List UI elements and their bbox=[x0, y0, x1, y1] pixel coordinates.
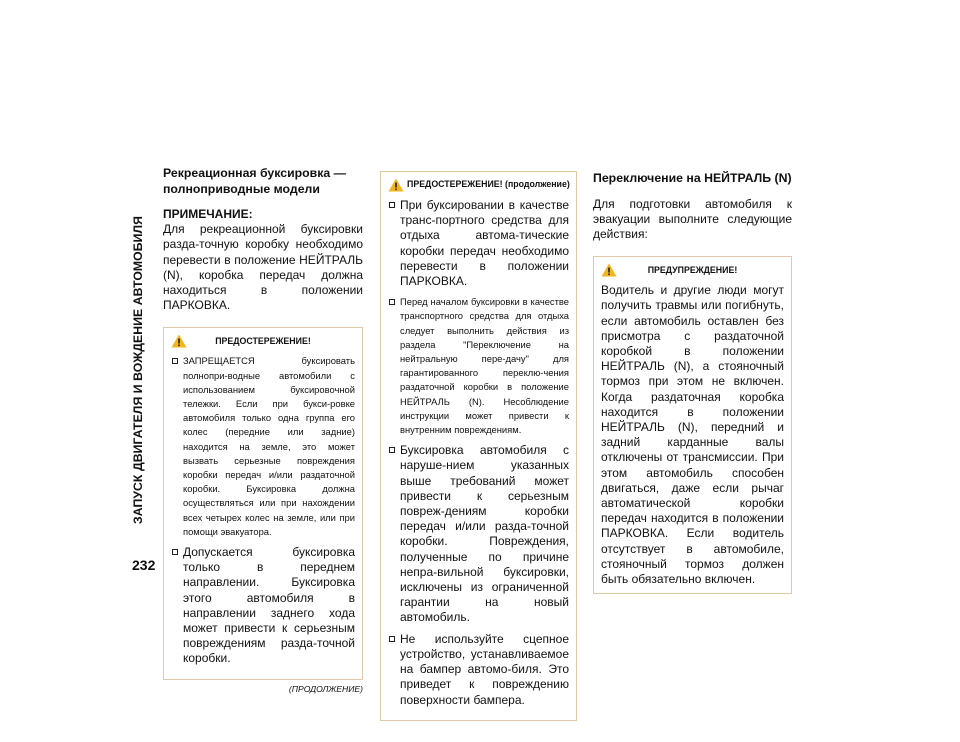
warning-item bbox=[388, 198, 569, 289]
warning-item-text: Допускается буксировка только в переднем направлении. Буксировка этого автомобиля в направлении заднего хода может привести к серьезным повреждениям разда-точной коробки. bbox=[183, 545, 355, 666]
checkbox-icon bbox=[389, 447, 395, 453]
note-text: Для рекреационной буксировки разда-точную коробку необходимо перевести в положение НЕЙТРАЛЬ (N), коробка передач должна находиться в положении ПАРКОВКА. bbox=[163, 222, 363, 313]
warning-header bbox=[594, 257, 791, 283]
checkbox-icon bbox=[389, 636, 395, 642]
warning-triangle-icon bbox=[601, 263, 617, 277]
warning-item bbox=[171, 545, 355, 667]
section-tab bbox=[118, 160, 158, 580]
column-1 bbox=[163, 166, 363, 697]
warning-body bbox=[381, 198, 576, 720]
warning-item-text: ЗАПРЕЩАЕТСЯ буксировать полнопри-водные автомобили с использованием буксировочной тележки. Если при букси-ровке автомобиля только одна группа его колес (передние или задние) находится на земле, это может вызвать серьезные повреждения коробки передач и/или раздаточной коробки. Буксировка должна осуществляться или при нахождении всех четырех колес на земле, или при помощи эвакуатора. bbox=[183, 355, 355, 537]
warning-item bbox=[388, 443, 569, 625]
checkbox-icon bbox=[389, 299, 395, 305]
intro-text: Для подготовки автомобиля к эвакуации выполните следующие действия: bbox=[593, 196, 792, 241]
warning-header bbox=[164, 328, 362, 354]
warning-body bbox=[164, 354, 362, 678]
warning-item bbox=[388, 632, 569, 708]
continued-label: (ПРОДОЛЖЕНИЕ) bbox=[288, 683, 363, 694]
page-number: 232 bbox=[132, 557, 156, 573]
warning-triangle-icon bbox=[388, 178, 404, 192]
checkbox-icon bbox=[389, 202, 395, 208]
checkbox-icon bbox=[172, 358, 178, 364]
checkbox-icon bbox=[172, 549, 178, 555]
section-tab-label: ЗАПУСК ДВИГАТЕЛЯ И ВОЖДЕНИЕ АВТОМОБИЛЯ bbox=[131, 216, 146, 524]
section-heading: Рекреационная буксировка — полноприводные модели bbox=[163, 166, 346, 196]
warning-triangle-icon bbox=[171, 334, 187, 348]
warning-item-text: Перед началом буксировки в качестве транспортного средства для отдыха следует выполнить действия из раздела "Переключение на нейтральную пере-дачу" для гарантированного переклю-чения раздаточной коробки в положение НЕЙТРАЛЬ (N). Несоблюдение инструкции может привести к внутренним повреждениям. bbox=[400, 296, 569, 436]
warning-title: ПРЕДУПРЕЖДЕНИЕ! bbox=[647, 264, 738, 275]
warning-text: Водитель и другие люди могут получить травмы или погибнуть, если автомобиль оставлен без присмотра с раздаточной коробкой в положении НЕЙТРАЛЬ (N), а стояночный тормоз при этом не включен. Когда раздаточная коробка находится в положении НЕЙТРАЛЬ (N), передний и задний карданные валы отключены от трансмиссии. При этом автомобиль способен двигаться, даже если рычаг автоматической коробки передач находится в положении ПАРКОВКА. Если водитель отсутствует в автомобиле, стояночный тормоз должен быть обязательно включен. bbox=[601, 283, 784, 586]
note-label: ПРИМЕЧАНИЕ: bbox=[163, 207, 253, 221]
warning-body bbox=[594, 283, 791, 593]
warning-item-text: Не используйте сцепное устройство, устанавливаемое на бампер автомо-биля. Это приведет к повреждению поверхности бампера. bbox=[400, 631, 569, 707]
warning-header bbox=[381, 172, 576, 198]
warning-box bbox=[163, 327, 363, 679]
warning-title: ПРЕДОСТЕРЕЖЕНИЕ! bbox=[215, 335, 311, 346]
column-3 bbox=[593, 166, 792, 594]
warning-item-text: При буксировании в качестве транс-портного средства для отдыха автома-тические коробки передач необходимо перевести в положении ПАРКОВКА. bbox=[400, 198, 569, 289]
warning-box bbox=[380, 171, 577, 721]
section-heading: Переключение на НЕЙТРАЛЬ (N) bbox=[593, 171, 792, 185]
warning-item bbox=[388, 295, 569, 437]
warning-item-text: Буксировка автомобиля с наруше-нием указанных выше требований может привести к серьезным повреж-дениям коробки передач и/или разда-точной коробки. Повреждения, полученные по причине непра-вильной буксировки, исключены из ограниченной гарантии на новый автомобиль. bbox=[400, 443, 569, 625]
warning-box bbox=[593, 256, 792, 594]
warning-item bbox=[171, 354, 355, 539]
column-2 bbox=[380, 171, 577, 721]
warning-title: ПРЕДОСТЕРЕЖЕНИЕ! (продолжение) bbox=[407, 179, 570, 190]
